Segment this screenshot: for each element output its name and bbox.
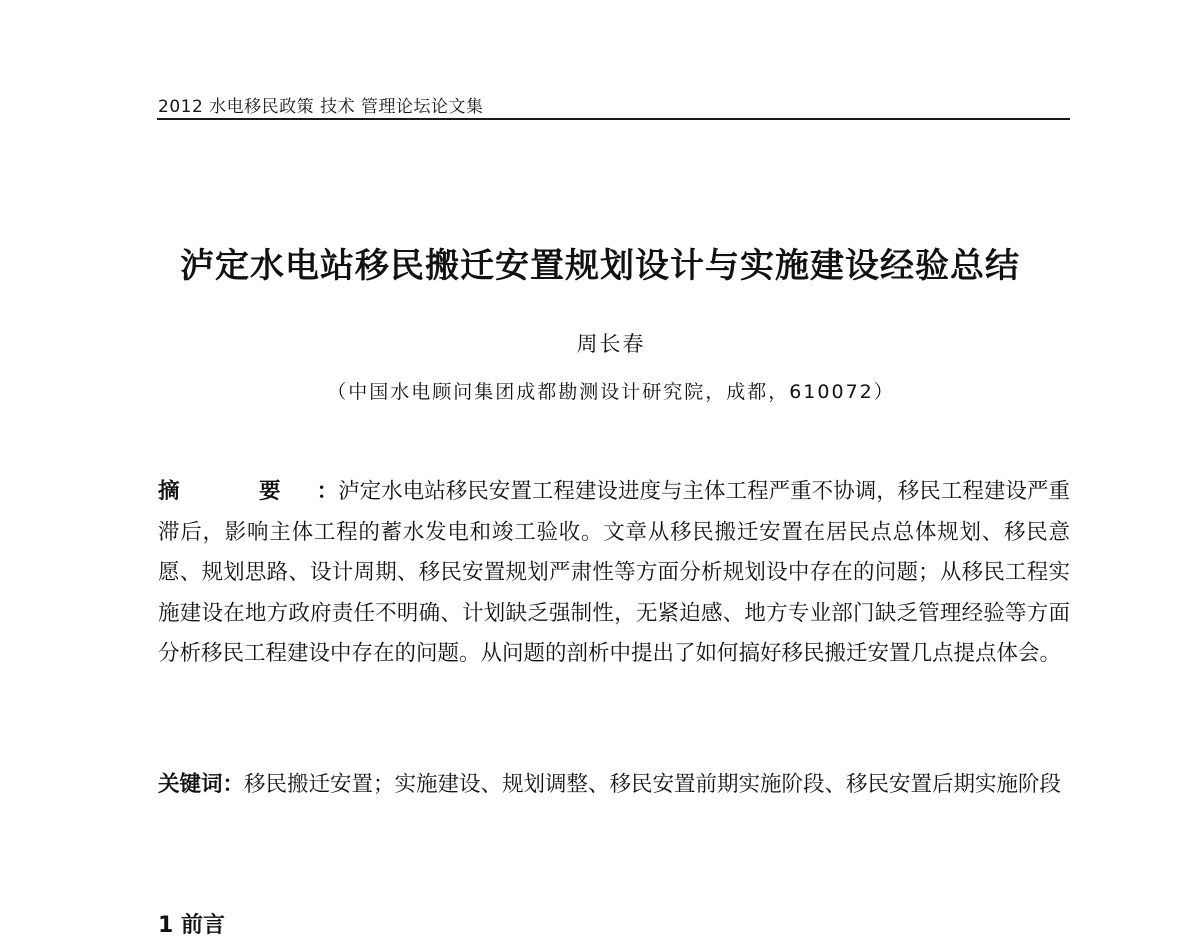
keywords-paragraph: [158, 765, 1070, 806]
author-name: 周长春: [576, 332, 646, 356]
author-affiliation: （中国水电顾问集团成都勘测设计研究院，成都，610072）: [327, 381, 895, 403]
section-heading: 1 前言: [158, 913, 225, 936]
keywords-text: 移民搬迁安置；实施建设、规划调整、移民安置前期实施阶段、移民安置后期实施阶段: [244, 772, 1062, 797]
abstract-label: 摘 要: [158, 479, 317, 504]
keywords-label: 关键词：: [158, 772, 245, 797]
abstract-label-separator: ：: [316, 479, 339, 504]
header-rule: [157, 118, 1070, 120]
paper-title: 泸定水电站移民搬迁安置规划设计与实施建设经验总结: [180, 246, 1020, 286]
abstract-text: 泸定水电站移民安置工程建设进度与主体工程严重不协调，移民工程建设严重滞后，影响主体工程的蓄水发电和竣工验收。文章从移民搬迁安置在居民点总体规划、移民意愿、规划思路、设计周期、移民安置规划严肃性等方面分析规划设中存在的问题；从移民工程实施建设在地方政府责任不明确、计划缺乏强制性，无紧迫感、地方专业部门缺乏管理经验等方面分析移民工程建设中存在的问题。从问题的剖析中提出了如何搞好移民搬迁安置几点提点体会。: [158, 479, 1070, 667]
running-header: 2012 水电移民政策 技术 管理论坛论文集: [158, 97, 484, 117]
abstract-paragraph: [158, 472, 1070, 675]
